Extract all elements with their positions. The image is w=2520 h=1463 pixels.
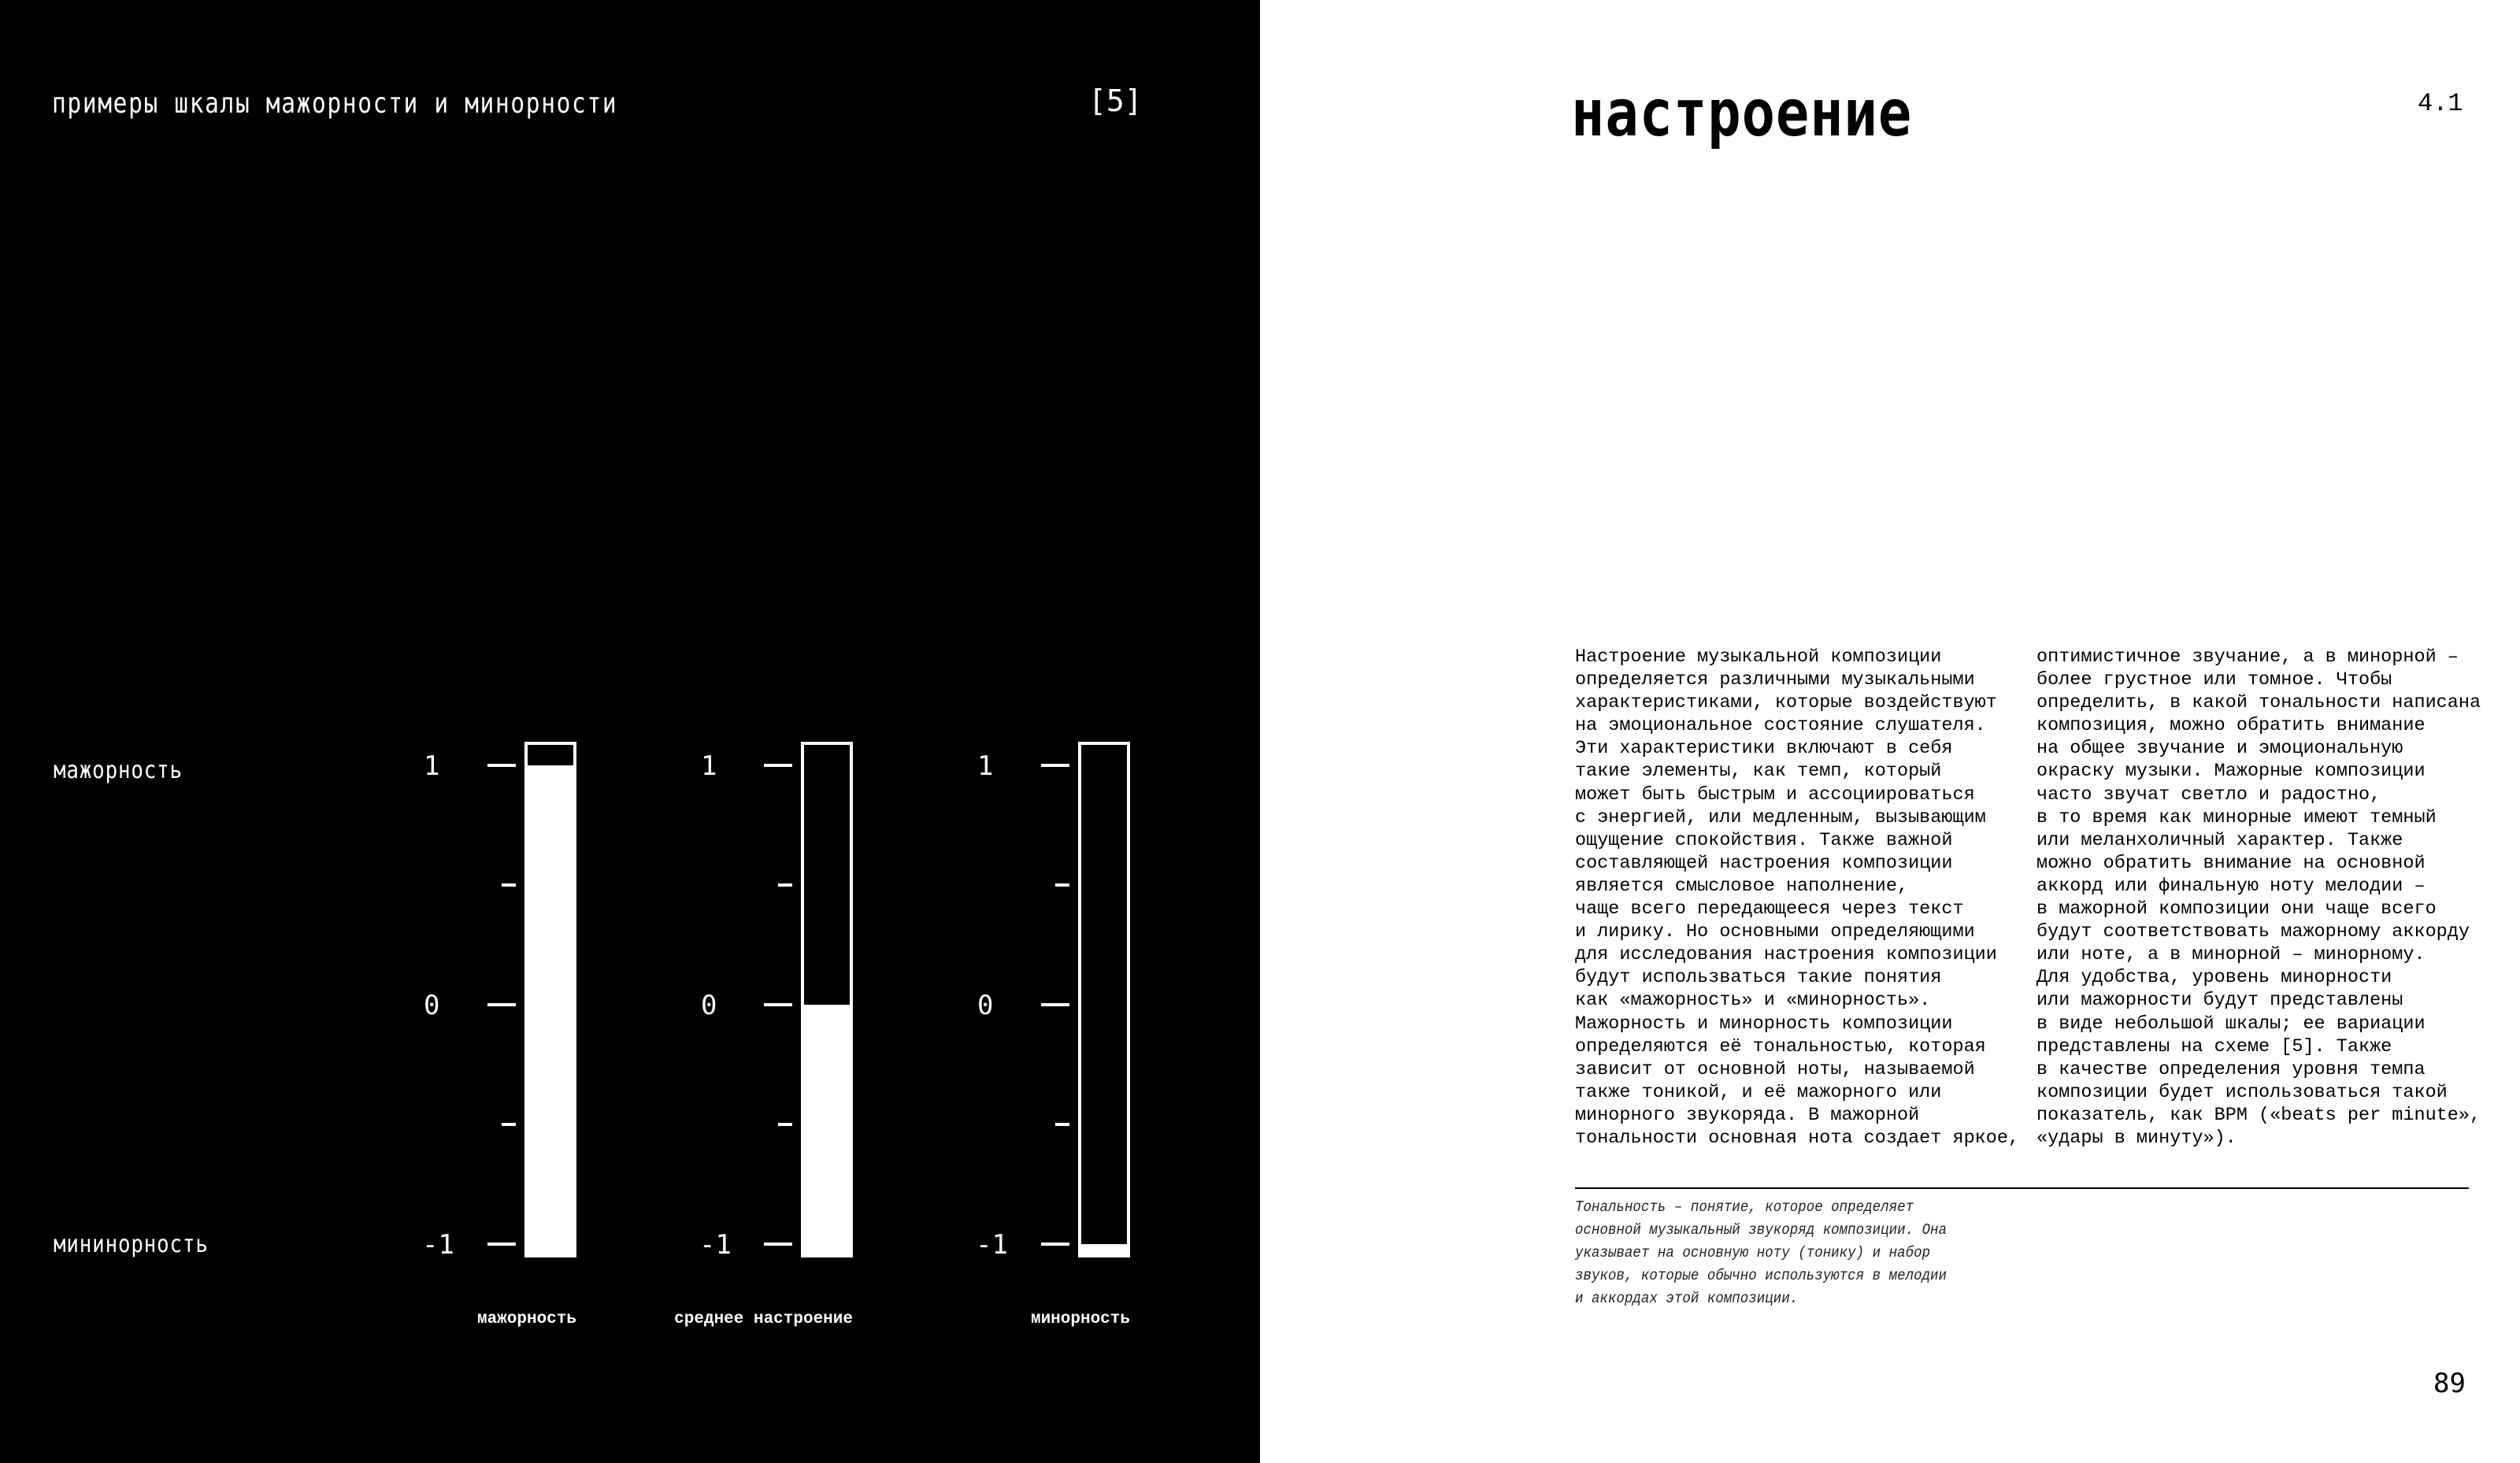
- body-text-line: минорного звукоряда. В мажорной: [1575, 1104, 1920, 1126]
- body-text-line: на общее звучание и эмоциональную: [2036, 738, 2403, 760]
- body-text-line: с энергией, или медленным, вызывающим: [1575, 806, 1986, 828]
- body-text-line: для исследования настроения композиции: [1575, 944, 1997, 966]
- body-text-line: в виде небольшой шкалы; ее вариации: [2036, 1013, 2426, 1035]
- body-text-line: и лирику. Но основными определяющими: [1575, 921, 1975, 943]
- body-text-line: можно обратить внимание на основной: [2036, 852, 2426, 874]
- bar-fill: [524, 765, 576, 1257]
- body-text-line: также тоникой, и её мажорного или: [1575, 1081, 1942, 1103]
- body-text-line: Эти характеристики включают в себя: [1575, 738, 1953, 760]
- body-text-line: составляющей настроения композиции: [1575, 852, 1953, 874]
- body-text-line: композиции будет использоваться такой: [2036, 1081, 2448, 1103]
- body-text-line: может быть быстрым и ассоциироваться: [1575, 783, 1975, 806]
- body-text-line: или меланхоличный характер. Также: [2036, 829, 2403, 851]
- body-text-line: является смысловое наполнение,: [1575, 875, 1909, 897]
- body-text-line: в мажорной композиции они чаще всего: [2036, 898, 2437, 920]
- body-text-line: на эмоциональное состояние слушателя.: [1575, 715, 1986, 737]
- body-text-line: как «мажорность» и «минорность».: [1575, 990, 1931, 1012]
- footnote-line: основной музыкальный звукоряд композиции. Она: [1575, 1221, 1947, 1239]
- body-text-line: окраску музыки. Мажорные композиции: [2036, 761, 2426, 783]
- body-text-line: аккорд или финальную ноту мелодии –: [2036, 875, 2426, 897]
- body-text-column-1: [1575, 646, 2040, 1150]
- body-text-line: или мажорности будут представлены: [2036, 990, 2403, 1012]
- body-text-line: зависит от основной ноты, называемой: [1575, 1058, 1975, 1080]
- y-tick-label: 1: [701, 750, 717, 782]
- footnote-line: указывает на основную ноту (тонику) и набор: [1575, 1244, 1931, 1261]
- body-text-line: чаще всего передающееся через текст: [1575, 898, 1964, 920]
- bar-category-label: минорность: [1030, 1310, 1130, 1328]
- footnote-divider: [1575, 1187, 2469, 1189]
- body-text-line: часто звучат светло и радостно,: [2036, 783, 2381, 806]
- body-text-line: ощущение спокойствия. Также важной: [1575, 829, 1953, 851]
- page-number: 89: [2433, 1368, 2466, 1399]
- body-text-line: оптимистичное звучание, а в минорной –: [2036, 646, 2459, 668]
- y-tick-label: 0: [424, 990, 440, 1021]
- scale-label-minor: мининорность: [54, 1231, 209, 1258]
- y-tick-label: 0: [977, 990, 994, 1021]
- body-text-line: будут соответствовать мажорному аккорду: [2036, 921, 2470, 943]
- footnote-line: звуков, которые обычно используются в мелодии: [1575, 1267, 1947, 1284]
- footnote: [1575, 1196, 2048, 1310]
- y-tick-label: -1: [422, 1229, 454, 1261]
- y-tick-label: 1: [977, 750, 994, 782]
- y-tick-label: -1: [976, 1229, 1008, 1261]
- body-text-line: в то время как минорные имеют темный: [2036, 806, 2437, 828]
- body-text-line: более грустное или томное. Чтобы: [2036, 669, 2392, 691]
- body-text-line: или ноте, а в минорной – минорному.: [2036, 944, 2426, 966]
- body-text-line: в качестве определения уровня темпа: [2036, 1058, 2426, 1080]
- body-text-line: показатель, как BPM («beats per minute»,: [2036, 1104, 2481, 1126]
- body-text-line: будут использваться такие понятия: [1575, 967, 1942, 989]
- y-tick-label: -1: [699, 1229, 732, 1261]
- body-text-line: представлены на схеме [5]. Также: [2036, 1035, 2392, 1057]
- footnote-line: Тональность – понятие, которое определяет: [1575, 1198, 1914, 1216]
- bar-category-label: среднее настроение: [674, 1310, 853, 1328]
- body-text-line: Мажорность и минорность композиции: [1575, 1013, 1953, 1035]
- bar-fill: [801, 1005, 853, 1257]
- footnote-line: и аккордах этой композиции.: [1575, 1290, 1799, 1307]
- body-text-line: определяются её тональностью, которая: [1575, 1035, 1986, 1057]
- section-heading: настроение: [1571, 76, 1913, 151]
- body-text-line: определить, в какой тональности написана: [2036, 692, 2481, 714]
- body-text-line: характеристиками, которые воздействуют: [1575, 692, 1997, 714]
- figure-title: примеры шкалы мажорности и минорности: [52, 87, 618, 120]
- bar-fill: [1078, 1244, 1130, 1257]
- body-text-line: определяется различными музыкальными: [1575, 669, 1975, 691]
- body-text-column-2: [2036, 646, 2501, 1150]
- bar-outline: [1080, 743, 1128, 1256]
- y-tick-label: 0: [701, 990, 717, 1021]
- section-number: 4.1: [2418, 89, 2463, 118]
- bar-category-label: мажорность: [476, 1310, 576, 1328]
- body-text-line: Для удобства, уровень минорности: [2036, 967, 2392, 989]
- body-text-line: тональности основная нота создает яркое,: [1575, 1127, 2020, 1149]
- figure-reference: [5]: [1088, 83, 1143, 118]
- body-text-line: Настроение музыкальной композиции: [1575, 646, 1942, 668]
- body-text-line: композиция, можно обратить внимание: [2036, 715, 2426, 737]
- body-text-line: такие элементы, как темп, который: [1575, 761, 1942, 783]
- body-text-line: «удары в минуту»).: [2036, 1127, 2236, 1149]
- y-tick-label: 1: [424, 750, 440, 782]
- scale-label-major: мажорность: [54, 757, 183, 784]
